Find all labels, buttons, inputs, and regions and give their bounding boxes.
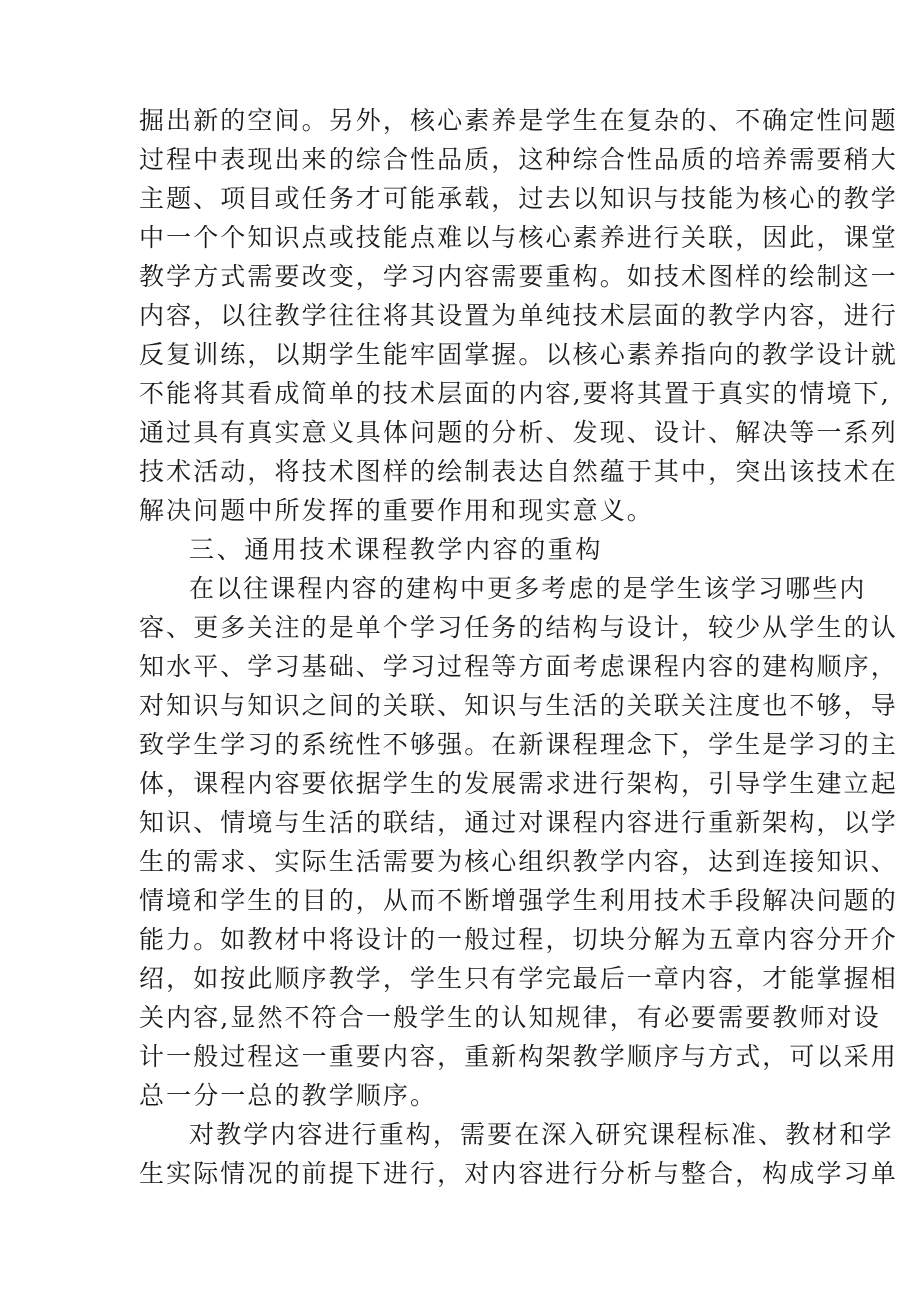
text-line: 情境和学生的目的，从而不断增强学生利用技术手段解决问题的 xyxy=(139,886,898,915)
text-line: 计一般过程这一重要内容，重新构架教学顺序与方式，可以采用 xyxy=(139,1042,898,1071)
text-line: 容、更多关注的是单个学习任务的结构与设计，较少从学生的认 xyxy=(139,613,898,642)
text-line: 对教学内容进行重构，需要在深入研究课程标准、教材和学 xyxy=(189,1120,894,1149)
text-line: 知水平、学习基础、学习过程等方面考虑课程内容的建构顺序， xyxy=(139,652,898,681)
text-line: 解决问题中所发挥的重要作用和现实意义。 xyxy=(139,496,654,525)
text-line: 致学生学习的系统性不够强。在新课程理念下，学生是学习的主 xyxy=(139,730,898,759)
text-line: 过程中表现出来的综合性品质，这种综合性品质的培养需要稍大 xyxy=(139,145,898,174)
text-line: 体，课程内容要依据学生的发展需求进行架构，引导学生建立起 xyxy=(139,769,898,798)
text-line: 生实际情况的前提下进行，对内容进行分析与整合，构成学习单 xyxy=(139,1159,898,1188)
text-line: 主题、项目或任务才可能承载，过去以知识与技能为核心的教学 xyxy=(139,184,898,213)
text-line: 在以往课程内容的建构中更多考虑的是学生该学习哪些内 xyxy=(189,574,867,603)
text-line: 能力。如教材中将设计的一般过程，切块分解为五章内容分开介 xyxy=(139,925,898,954)
text-line: 技术活动，将技术图样的绘制表达自然蕴于其中，突出该技术在 xyxy=(139,457,898,486)
text-line: 通过具有真实意义具体问题的分析、发现、设计、解决等一系列 xyxy=(139,418,898,447)
section-heading: 三、通用技术课程教学内容的重构 xyxy=(189,535,604,564)
text-line: 总一分一总的教学顺序。 xyxy=(139,1081,438,1110)
body-text xyxy=(139,101,898,1193)
text-line: 教学方式需要改变，学习内容需要重构。如技术图样的绘制这一 xyxy=(139,262,898,291)
text-line: 对知识与知识之间的关联、知识与生活的关联关注度也不够，导 xyxy=(139,691,898,720)
text-line: 生的需求、实际生活需要为核心组织教学内容，达到连接知识、 xyxy=(139,847,898,876)
text-line: 掘出新的空间。另外，核心素养是学生在复杂的、不确定性问题 xyxy=(139,106,898,135)
paragraph-2 xyxy=(139,569,898,1115)
text-line: 中一个个知识点或技能点难以与核心素养进行关联，因此，课堂 xyxy=(139,223,898,252)
text-line: 内容，以往教学往往将其设置为单纯技术层面的教学内容，进行 xyxy=(139,301,898,330)
text-line: 关内容,显然不符合一般学生的认知规律，有必要需要教师对设 xyxy=(139,1003,881,1032)
text-line: 知识、情境与生活的联结，通过对课程内容进行重新架构，以学 xyxy=(139,808,898,837)
paragraph-3 xyxy=(139,1115,898,1193)
text-line: 绍，如按此顺序教学，学生只有学完最后一章内容，才能掌握相 xyxy=(139,964,898,993)
text-line: 反复训练，以期学生能牢固掌握。以核心素养指向的教学设计就 xyxy=(139,340,898,369)
paragraph-1 xyxy=(139,101,898,530)
text-line: 不能将其看成简单的技术层面的内容,要将其置于真实的情境下, xyxy=(139,379,891,408)
